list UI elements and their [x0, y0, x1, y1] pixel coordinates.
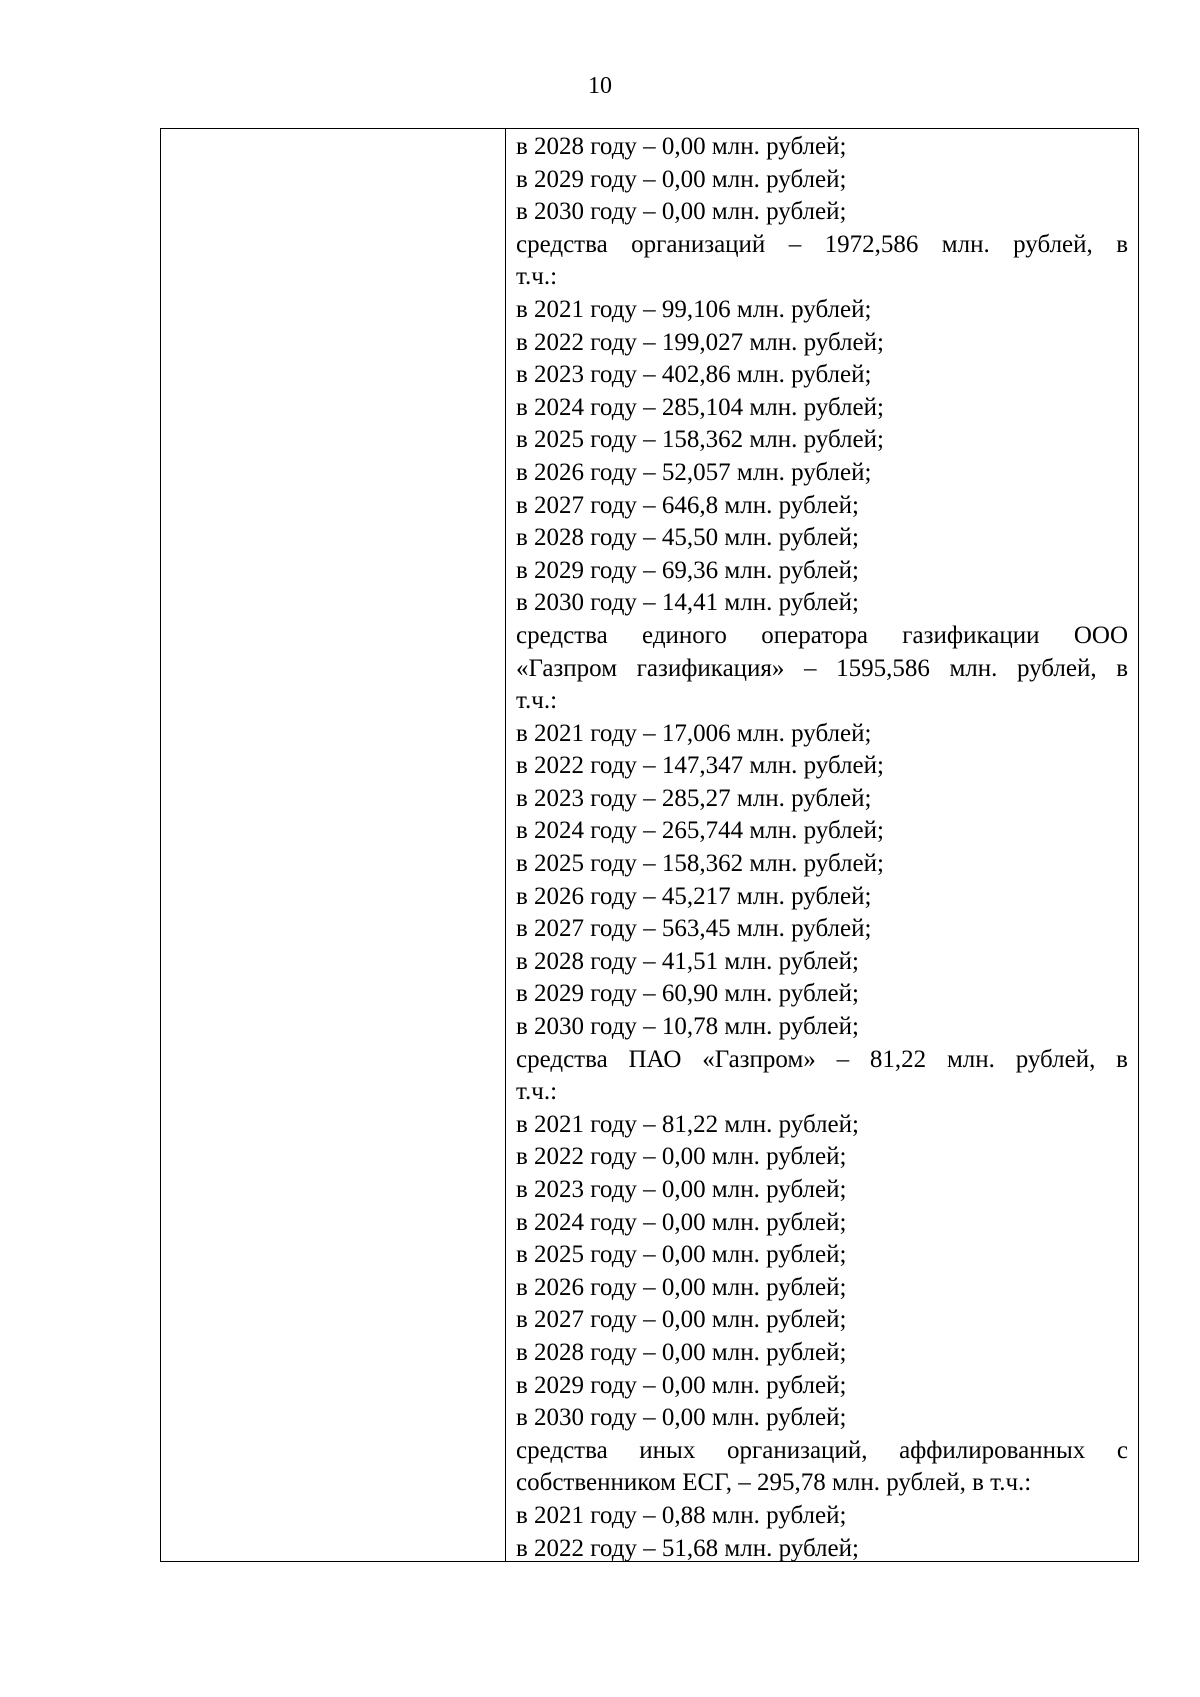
text-line: в 2025 году – 0,00 млн. рублей;: [516, 1241, 847, 1269]
text-line: в 2030 году – 14,41 млн. рублей;: [516, 589, 859, 617]
funding-table: [160, 128, 1139, 1562]
text-line: в 2021 году – 17,006 млн. рублей;: [516, 719, 872, 747]
text-line: в 2023 году – 285,27 млн. рублей;: [516, 784, 872, 812]
text-line: в 2022 году – 147,347 млн. рублей;: [516, 752, 884, 780]
text-line: в 2025 году – 158,362 млн. рублей;: [516, 426, 884, 454]
text-line: в 2026 году – 0,00 млн. рублей;: [516, 1273, 847, 1301]
text-line: в 2027 году – 646,8 млн. рублей;: [516, 491, 859, 519]
table-right-cell: [506, 129, 1138, 1561]
table-left-cell: [161, 129, 506, 1561]
text-line: в 2021 году – 0,88 млн. рублей;: [516, 1501, 847, 1529]
text-line: в 2028 году – 45,50 млн. рублей;: [516, 524, 859, 552]
text-line: собственником ЕСГ, – 295,78 млн. рублей, в т.ч.:: [516, 1469, 1032, 1497]
text-line: в 2023 году – 402,86 млн. рублей;: [516, 361, 872, 389]
text-line: в 2030 году – 10,78 млн. рублей;: [516, 1013, 859, 1041]
text-line: в 2021 году – 99,106 млн. рублей;: [516, 295, 872, 323]
text-line: в 2029 году – 69,36 млн. рублей;: [516, 556, 859, 584]
text-line: в 2021 году – 81,22 млн. рублей;: [516, 1110, 859, 1138]
text-line: т.ч.:: [516, 263, 558, 291]
text-line: в 2029 году – 60,90 млн. рублей;: [516, 980, 859, 1008]
text-line: в 2025 году – 158,362 млн. рублей;: [516, 850, 884, 878]
text-line: «Газпром газификация» – 1595,586 млн. рублей, в: [516, 654, 1128, 682]
text-line: в 2029 году – 0,00 млн. рублей;: [516, 165, 847, 193]
text-line: в 2026 году – 45,217 млн. рублей;: [516, 882, 872, 910]
text-line: в 2027 году – 563,45 млн. рублей;: [516, 915, 872, 943]
text-line: средства единого оператора газификации ООО: [516, 621, 1128, 649]
text-line: в 2022 году – 51,68 млн. рублей;: [516, 1534, 859, 1562]
text-line: в 2024 году – 0,00 млн. рублей;: [516, 1208, 847, 1236]
text-line: в 2029 году – 0,00 млн. рублей;: [516, 1371, 847, 1399]
text-line: в 2030 году – 0,00 млн. рублей;: [516, 1404, 847, 1432]
text-line: в 2028 году – 0,00 млн. рублей;: [516, 133, 847, 160]
text-line: в 2030 году – 0,00 млн. рублей;: [516, 198, 847, 226]
text-line: т.ч.:: [516, 687, 558, 715]
text-line: средства ПАО «Газпром» – 81,22 млн. рублей, в: [516, 1045, 1128, 1073]
text-line: в 2027 году – 0,00 млн. рублей;: [516, 1306, 847, 1334]
text-line: средства иных организаций, аффилированных с: [516, 1436, 1128, 1464]
text-line: в 2023 году – 0,00 млн. рублей;: [516, 1176, 847, 1203]
text-line: т.ч.:: [516, 1078, 558, 1106]
text-line: в 2028 году – 41,51 млн. рублей;: [516, 947, 859, 975]
text-line: в 2026 году – 52,057 млн. рублей;: [516, 458, 872, 486]
text-line: в 2024 году – 265,744 млн. рублей;: [516, 817, 884, 845]
text-line: в 2024 году – 285,104 млн. рублей;: [516, 393, 884, 421]
text-line: в 2022 году – 0,00 млн. рублей;: [516, 1143, 847, 1171]
text-line: средства организаций – 1972,586 млн. рублей, в: [516, 230, 1128, 258]
text-line: в 2028 году – 0,00 млн. рублей;: [516, 1338, 847, 1366]
page-number: 10: [588, 73, 612, 99]
text-line: в 2022 году – 199,027 млн. рублей;: [516, 328, 884, 356]
